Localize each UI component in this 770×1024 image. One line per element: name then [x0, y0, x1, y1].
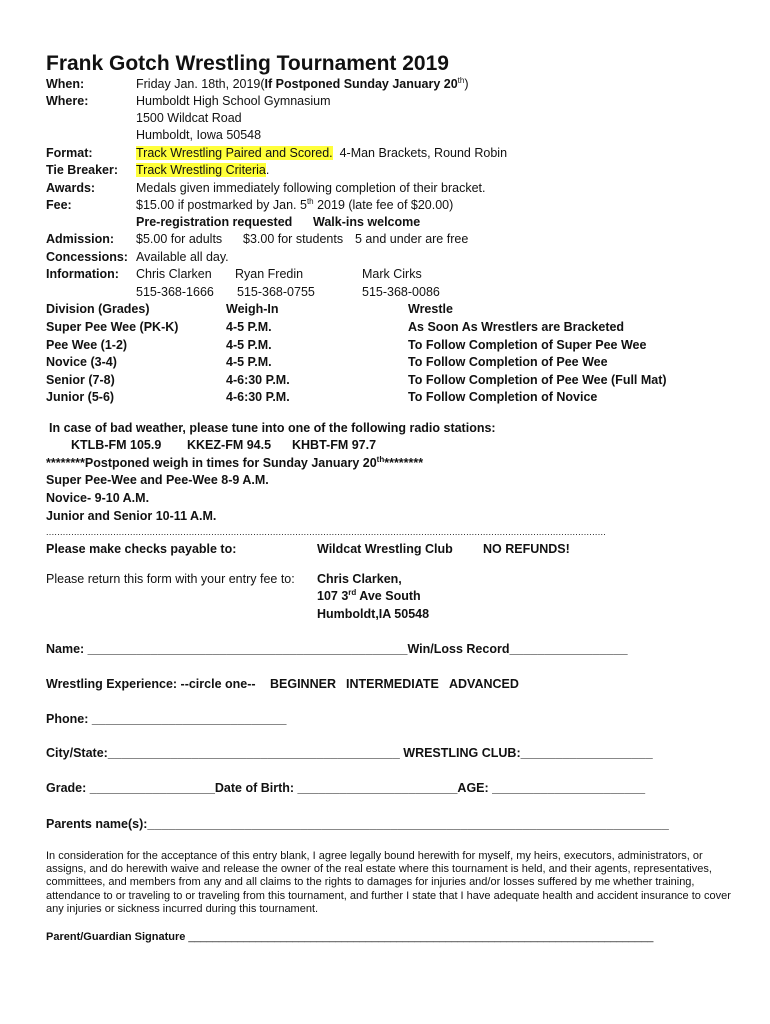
where-line-1: Humboldt High School Gymnasium	[136, 94, 331, 108]
information-label: Information:	[46, 267, 119, 281]
return-label: Please return this form with your entry fee to:	[46, 572, 295, 586]
experience-option-beginner[interactable]: BEGINNER	[270, 677, 336, 691]
fee-value: $15.00 if postmarked by Jan. 5th 2019 (late fee of $20.00)	[136, 196, 454, 212]
fee-label: Fee:	[46, 198, 72, 212]
schedule-division: Pee Wee (1-2)	[46, 338, 128, 352]
schedule-wrestle: To Follow Completion of Novice	[408, 390, 598, 404]
when-value: Friday Jan. 18th, 2019(If Postponed Sunday January 20th)	[136, 75, 469, 91]
format-label: Format:	[46, 146, 93, 160]
contact-phone: 515-368-1666	[136, 285, 214, 299]
format-value: Track Wrestling Paired and Scored. 4-Man Brackets, Round Robin	[136, 146, 508, 160]
concessions-label: Concessions:	[46, 250, 128, 264]
contact-name: Chris Clarken	[136, 267, 212, 281]
checks-label: Please make checks payable to:	[46, 542, 237, 556]
tiebreaker-value: Track Wrestling Criteria.	[136, 163, 270, 177]
postponed-time: Junior and Senior 10-11 A.M.	[46, 509, 217, 523]
parents-name-field[interactable]: Parents name(s):___________________________________________________________________________	[46, 817, 669, 831]
schedule-header-wrestle: Wrestle	[408, 302, 453, 316]
dotted-divider: ........................................................................................................................................................................................................	[46, 527, 607, 537]
schedule-division: Junior (5-6)	[46, 390, 115, 404]
when-label: When:	[46, 77, 85, 91]
format-highlight: Track Wrestling Paired and Scored.	[136, 146, 333, 160]
checks-payee: Wildcat Wrestling Club	[317, 542, 453, 556]
phone-field[interactable]: Phone: ____________________________	[46, 712, 287, 726]
grade-field[interactable]: Grade: __________________Date of Birth: _______________________AGE: ______________________	[46, 781, 646, 795]
schedule-header-division: Division (Grades)	[46, 302, 150, 316]
where-label: Where:	[46, 94, 89, 108]
radio-station: KHBT-FM 97.7	[292, 438, 377, 452]
awards-value: Medals given immediately following completion of their bracket.	[136, 181, 486, 195]
radio-station: KTLB-FM 105.9	[71, 438, 162, 452]
schedule-division: Novice (3-4)	[46, 355, 117, 369]
experience-option-advanced[interactable]: ADVANCED	[449, 677, 519, 691]
schedule-division: Super Pee Wee (PK-K)	[46, 320, 179, 334]
admission-adults: $5.00 for adults	[136, 232, 223, 246]
waiver-text: In consideration for the acceptance of this entry blank, I agree legally bound herewith for myself, my heirs, executors, administrators, or assigns, and do herewith waive and release the owner of the real estate where this tournament is held, and their agents, representatives, committees, and members from any and all claims to the rights to damages for injuries and/or losses suffered by me whether training, attendance to or traveling to or traveling from this tournament, and further I state that I have adequate health and accident insurance to cover any injuries or sickness incurred during this tournament.	[46, 850, 731, 915]
contact-name: Ryan Fredin	[235, 267, 304, 281]
return-name: Chris Clarken,	[317, 572, 402, 586]
schedule-header-weighin: Weigh-In	[226, 302, 279, 316]
experience-option-intermediate[interactable]: INTERMEDIATE	[346, 677, 439, 691]
tiebreaker-highlight: Track Wrestling Criteria	[136, 163, 266, 177]
admission-free: 5 and under are free	[355, 232, 469, 246]
schedule-wrestle: To Follow Completion of Pee Wee	[408, 355, 608, 369]
schedule-weighin: 4-6:30 P.M.	[226, 373, 290, 387]
admission-label: Admission:	[46, 232, 115, 246]
schedule-weighin: 4-5 P.M.	[226, 338, 272, 352]
contact-name: Mark Cirks	[362, 267, 422, 281]
contact-phone: 515-368-0755	[237, 285, 315, 299]
where-line-2: 1500 Wildcat Road	[136, 111, 242, 125]
schedule-weighin: 4-5 P.M.	[226, 320, 272, 334]
radio-station: KKEZ-FM 94.5	[187, 438, 272, 452]
contact-phone: 515-368-0086	[362, 285, 440, 299]
return-city: Humboldt,IA 50548	[317, 607, 430, 621]
awards-label: Awards:	[46, 181, 96, 195]
schedule-weighin: 4-5 P.M.	[226, 355, 272, 369]
postponed-time: Novice- 9-10 A.M.	[46, 491, 150, 505]
page-title: Frank Gotch Wrestling Tournament 2019	[46, 52, 449, 75]
signature-line[interactable]: Parent/Guardian Signature ____________________________________________________________________________	[46, 931, 654, 943]
return-street: 107 3rd Ave South	[317, 587, 421, 603]
schedule-weighin: 4-6:30 P.M.	[226, 390, 290, 404]
tiebreaker-label: Tie Breaker:	[46, 163, 119, 177]
schedule-division: Senior (7-8)	[46, 373, 115, 387]
schedule-wrestle: As Soon As Wrestlers are Bracketed	[408, 320, 625, 334]
where-line-3: Humboldt, Iowa 50548	[136, 128, 262, 142]
name-field[interactable]: Name: ______________________________________________Win/Loss Record_________________	[46, 642, 628, 656]
experience-label: Wrestling Experience: --circle one--	[46, 677, 256, 691]
weather-intro: In case of bad weather, please tune into one of the following radio stations:	[49, 421, 496, 435]
postponed-time: Super Pee-Wee and Pee-Wee 8-9 A.M.	[46, 473, 269, 487]
city-state-field[interactable]: City/State:__________________________________________ WRESTLING CLUB:___________________	[46, 746, 653, 760]
schedule-wrestle: To Follow Completion of Super Pee Wee	[408, 338, 647, 352]
concessions-value: Available all day.	[136, 250, 229, 264]
walkins-note: Walk-ins welcome	[313, 215, 421, 229]
signature-label: Parent/Guardian Signature	[46, 931, 186, 943]
postponed-note: ********Postponed weigh in times for Sunday January 20th********	[46, 454, 424, 470]
admission-students: $3.00 for students	[243, 232, 344, 246]
no-refunds: NO REFUNDS!	[483, 542, 570, 556]
preregistration-note: Pre-registration requested	[136, 215, 293, 229]
schedule-wrestle: To Follow Completion of Pee Wee (Full Mat)	[408, 373, 667, 387]
